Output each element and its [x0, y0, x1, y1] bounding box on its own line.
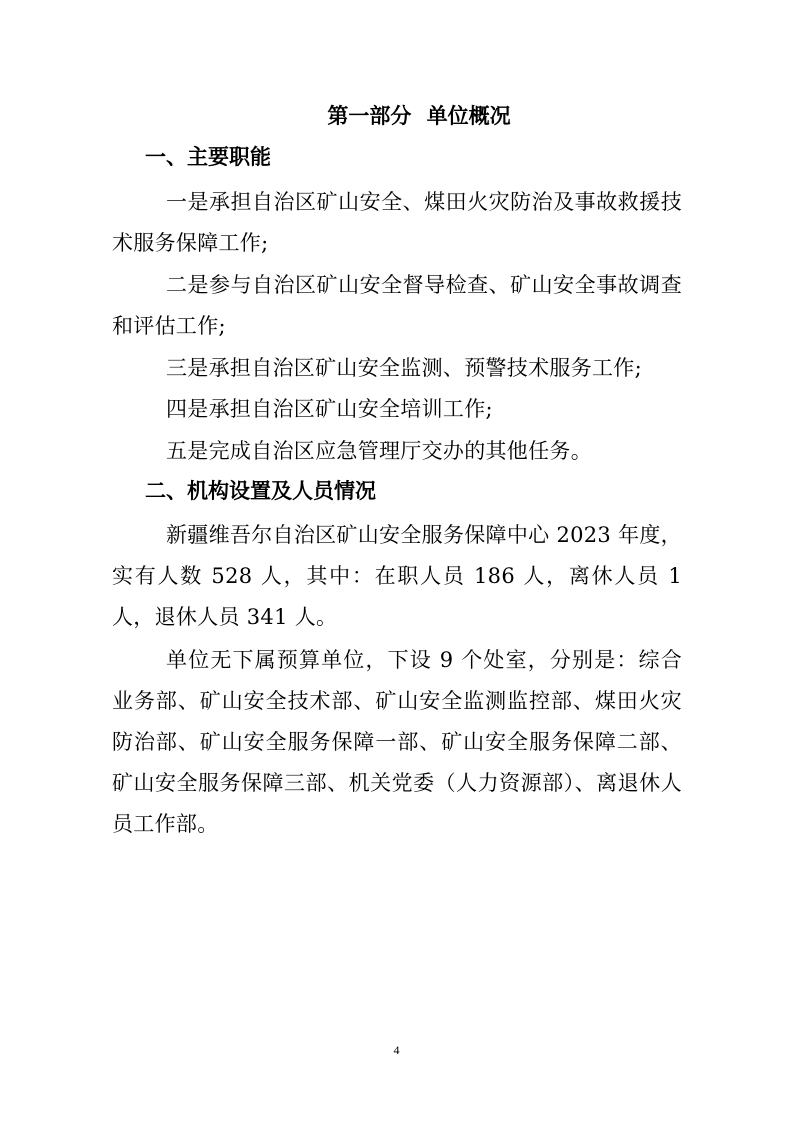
- function-item-5: 五是完成自治区应急管理厅交办的其他任务。: [166, 439, 592, 463]
- function-item-4: 四是承担自治区矿山安全培训工作;: [166, 397, 493, 421]
- function-item-2: 二是参与自治区矿山安全督导检查、矿山安全事故调查和评估工作;: [112, 273, 682, 338]
- part-title: 第一部分 单位概况: [327, 104, 511, 128]
- function-item-1: 一是承担自治区矿山安全、煤田火灾防治及事故救援技术服务保障工作;: [112, 190, 682, 255]
- function-item-3: 三是承担自治区矿山安全监测、预警技术服务工作;: [166, 356, 642, 380]
- page-number: 4: [393, 1043, 400, 1057]
- staffing-paragraph: 新疆维吾尔自治区矿山安全服务保障中心 2023 年度，实有人数 528 人，其中：在职人员 186 人，离休人员 1 人，退休人员 341 人。: [112, 523, 682, 629]
- departments-paragraph: 单位无下属预算单位，下设 9 个处室，分别是：综合业务部、矿山安全技术部、矿山安全监测监控部、煤田火灾防治部、矿山安全服务保障一部、矿山安全服务保障二部、矿山安全服务保障三部、机关党委（人力资源部）、离退休人员工作部。: [112, 648, 682, 836]
- section-heading-main-functions: 一、主要职能: [145, 145, 271, 169]
- section-heading-organization: 二、机构设置及人员情况: [145, 479, 376, 503]
